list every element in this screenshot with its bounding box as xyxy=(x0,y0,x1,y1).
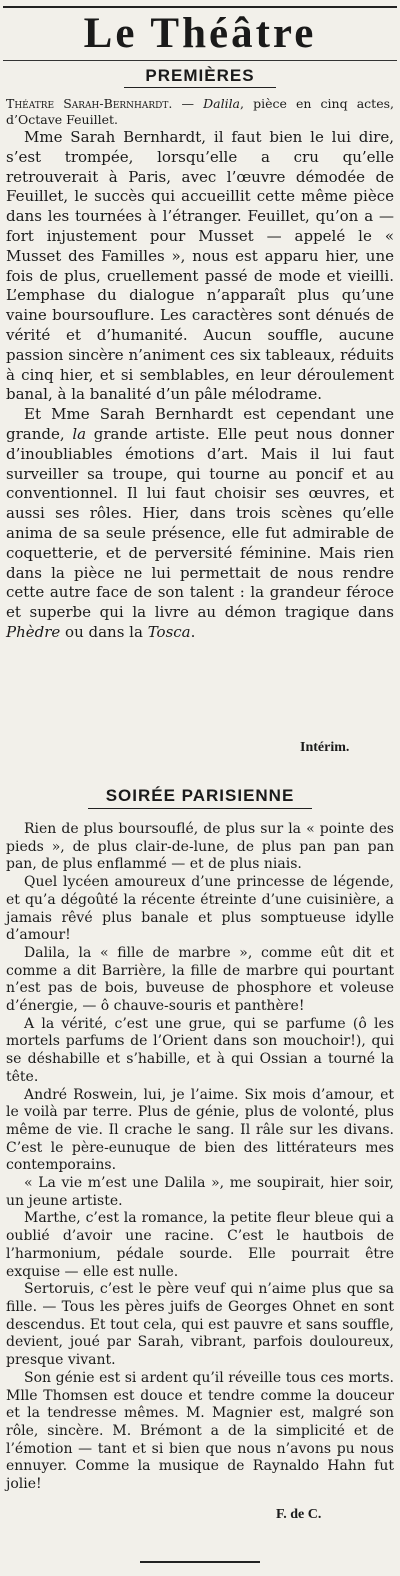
signature-interim: Intérim. xyxy=(300,740,350,755)
review-paragraph-1: Mme Sarah Bernhardt, il faut bien le lui dire, s’est trompée, lorsqu’elle a cru qu’elle retrouverait à Paris, avec l’œuvre démodée de Feuillet, le succès qui accueillit cette même pièce dans les tournées à l’étranger. Feuillet, qu’on a — fort injustement pour Musset — appelé le « Musset des Familles », nous est apparu hier, une fois de plus, cruellement passé de mode et vieilli. L’emphase du dialogue n’apparaît plus qu’une vaine boursouflure. Les caractères sont dénués de vérité et d’humanité. Aucun souffle, aucune passion sincère n’animent ces six tableaux, réduits à cinq hier, et si semblables, en leur déroulement banal, à la banalité d’un pâle mélodrame. xyxy=(6,128,394,404)
masthead-rule xyxy=(3,60,397,61)
soiree-paragraph: Quel lycéen amoureux d’une princesse de légende, et qu’a dégoûté la récente étreinte d’une cuisinière, a jamais rêvé plus banale et plus somptueuse idylle d’amour! xyxy=(6,874,394,944)
section-title-premieres: PREMIÈRES xyxy=(145,66,255,85)
soiree-paragraph: Sertoruis, c’est le père veuf qui n’aime plus que sa fille. — Tous les pères juifs de Georges Ohnet en sont descendus. Et tout cela, qui est pauvre et sans souffle, devient, joué par Sarah, vibrant, parfois douloureux, presque vivant. xyxy=(6,1281,394,1369)
review-emphasis: la xyxy=(72,424,87,443)
subtitle-dash: — xyxy=(172,96,204,111)
review-paragraph-2 xyxy=(6,405,394,643)
soiree-paragraph: Marthe, c’est la romance, la petite fleur bleue qui a oublié d’avoir une racine. C’est le hautbois de l’harmonium, pédale sourde. Elle pourrait être exquise — elle est nulle. xyxy=(6,1210,394,1280)
review-text: grande artiste. Elle peut nous donner d’inoubliables émotions d’art. Mais il lui faut surveiller sa troupe, qui tourne au poncif et au conventionnel. Il lui faut choisir ses œuvres, et aussi ses rôles. Hier, dans trois scènes qu’elle anima de sa seule présence, elle fut admirable de coquetterie, et de perversité féminine. Mais rien dans la pièce ne lui permettait de nous rendre cette autre face de son talent : la grandeur féroce et superbe qui la livre au démon tragique dans xyxy=(6,424,394,622)
masthead-title: Le Théâtre xyxy=(83,10,317,57)
soiree-article xyxy=(6,821,394,1494)
soiree-paragraph: Rien de plus boursouflé, de plus sur la « pointe des pieds », de plus clair-de-lune, de plus pan pan pan pan, de plus enflammé — et de plus niais. xyxy=(6,821,394,873)
section-title-underline xyxy=(88,808,312,809)
soiree-paragraph: Dalila, la « fille de marbre », comme eût dit et comme a dit Barrière, la fille de marbre qui pourtant n’est pas de bois, buveuse de phosphore et voleuse d’énergie, — ô chauve-souris et panthère! xyxy=(6,944,394,1015)
signature-fdec: F. de C. xyxy=(276,1507,322,1522)
play-title: Dalila xyxy=(203,96,241,111)
review-article xyxy=(6,128,394,643)
review-text: Et Mme Sarah Bernhardt est cependant une grande, xyxy=(6,405,394,443)
play-reference-phedre: Phèdre xyxy=(6,622,61,641)
play-reference-tosca: Tosca xyxy=(147,622,191,641)
top-rule xyxy=(3,6,397,8)
section-title-underline xyxy=(124,87,276,88)
theatre-name: Théatre Sarah-Bernhardt. xyxy=(6,96,173,111)
soiree-paragraph: « La vie m’est une Dalila », me soupirait, hier soir, un jeune artiste. xyxy=(6,1175,394,1209)
review-text: . xyxy=(190,622,196,641)
soiree-paragraph: Son génie est si ardent qu’il réveille tous ces morts. Mlle Thomsen est douce et tendre comme la douceur et la tendresse mêmes. M. Magnier est, malgré son rôle, sincère. M. Brémont a de la simplicité et de l’émotion — tant et si bien que nous n’avons pu nous ennuyer. Comme la musique de Raynaldo Hahn fut jolie! xyxy=(6,1369,394,1493)
review-text: ou dans la xyxy=(60,622,148,641)
section-title-soiree-parisienne: SOIRÉE PARISIENNE xyxy=(105,786,295,805)
play-subtitle xyxy=(6,96,394,128)
play-description: , pièce en cinq actes, d’Octave Feuillet. xyxy=(6,96,394,127)
bottom-rule xyxy=(140,1561,260,1563)
soiree-paragraph: A la vérité, c’est une grue, qui se parfume (ô les mortels parfums de l’Orient dans son mouchoir!), qui se déshabille et s’habille, et à qui Ossian a tourné la tête. xyxy=(6,1015,394,1085)
soiree-paragraph: André Roswein, lui, je l’aime. Six mois d’amour, et le voilà par terre. Plus de génie, plus de volonté, plus même de vie. Il crache le sang. Il râle sur les divans. C’est le père-eunuque de bien des littérateurs mes contemporains. xyxy=(6,1086,394,1174)
